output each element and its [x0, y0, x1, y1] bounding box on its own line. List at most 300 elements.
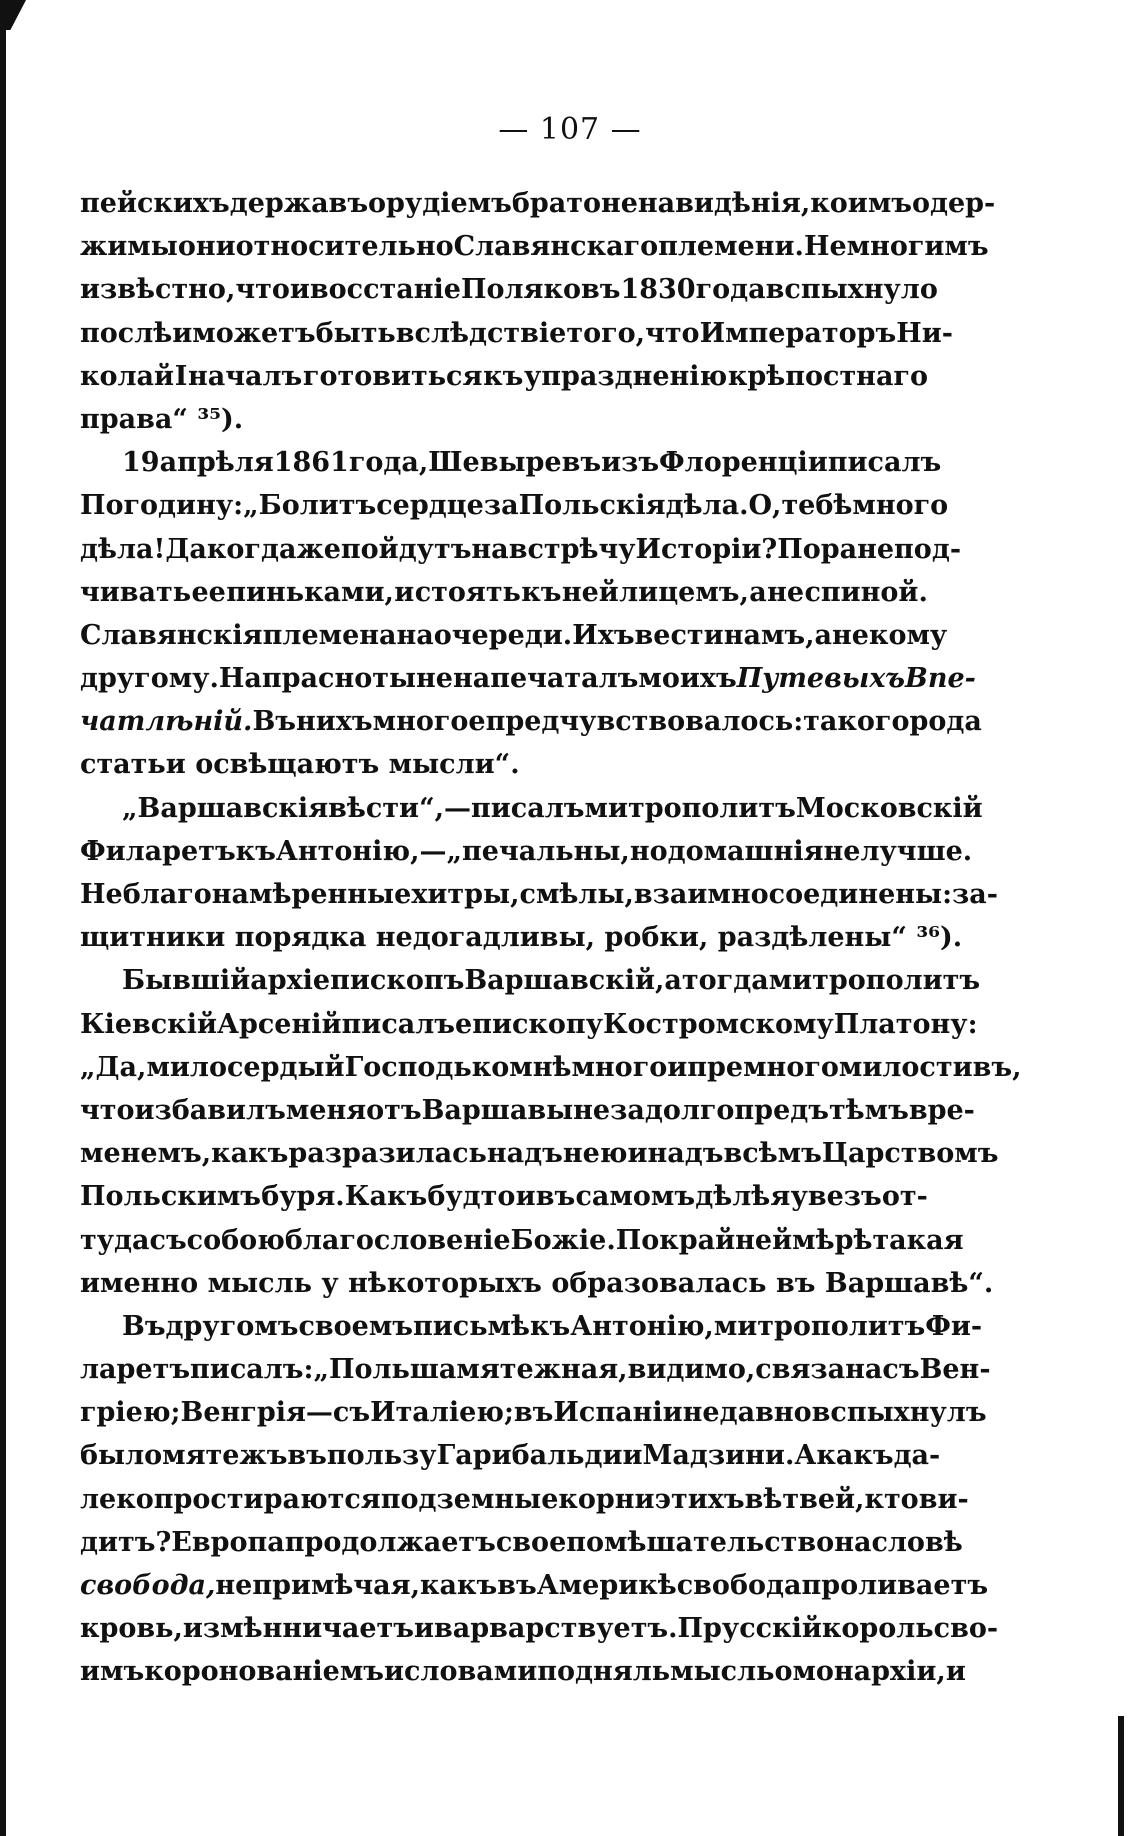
word: а	[814, 619, 833, 651]
word: готовиться	[302, 360, 483, 392]
text-line	[80, 571, 928, 614]
word: и	[622, 1440, 643, 1472]
word: сво-	[933, 1613, 999, 1645]
word: Флоренціи	[659, 447, 828, 479]
word: Европа	[171, 1526, 285, 1558]
word: Въ	[252, 706, 296, 738]
word: предъ	[734, 1094, 829, 1126]
word: въ	[535, 1181, 576, 1213]
text-line	[80, 787, 983, 830]
word: всѣмъ	[723, 1138, 822, 1170]
word: они	[177, 231, 236, 263]
text-line	[80, 1521, 963, 1564]
word: архіепископъ	[250, 965, 465, 997]
word: вспыхнуло	[765, 274, 938, 306]
word: 19	[122, 447, 160, 479]
word: Кіевскій	[80, 1008, 217, 1040]
word: подземные	[380, 1483, 559, 1515]
word: Фи-	[925, 1310, 983, 1342]
word: началъ	[188, 360, 303, 392]
text-line	[80, 528, 962, 571]
word: братоненавидѣнія,	[511, 188, 811, 219]
word: крайней	[659, 1224, 793, 1256]
word: упраздненію	[523, 360, 728, 392]
word: къ	[235, 835, 276, 867]
word: Исторіи?	[635, 533, 778, 565]
scan-bottom-right-mark	[1118, 1716, 1124, 1836]
word: кому	[868, 619, 948, 651]
word: раздѣлены“	[717, 922, 907, 954]
word: словѣ	[871, 1526, 963, 1558]
word: а	[749, 576, 767, 608]
word: пейскихъ	[80, 188, 230, 219]
word: послѣ	[80, 317, 173, 349]
word: порядка	[234, 922, 367, 954]
word: домашнія	[667, 835, 824, 867]
text-line	[80, 1607, 999, 1650]
word: Италіею;	[370, 1397, 514, 1429]
word: Поляковъ	[460, 274, 621, 306]
word: варварствуетъ.	[434, 1613, 678, 1645]
word: продолжаетъ	[284, 1526, 496, 1558]
word: Арсеній	[216, 1008, 342, 1040]
word: Да	[165, 533, 207, 565]
word: Императоръ	[699, 317, 897, 349]
word: намъ,	[723, 619, 815, 651]
word: относительно	[235, 231, 454, 263]
word: Гарибальди	[436, 1440, 623, 1472]
word: кто	[864, 1483, 919, 1515]
word: чатлѣній.	[80, 706, 253, 738]
word: не	[832, 619, 869, 651]
word: пиньками,	[226, 576, 394, 608]
word: моихъ	[638, 663, 737, 695]
word: разразилась	[288, 1138, 487, 1170]
word: очереди.	[433, 619, 573, 651]
word: свое	[495, 1526, 567, 1558]
word: въ	[775, 1267, 816, 1299]
word: „Да,	[80, 1051, 147, 1083]
page-number: — 107 —	[498, 112, 642, 147]
word: не	[823, 835, 861, 867]
scan-left-edge	[0, 0, 6, 1836]
word: Неблагонамѣренные	[80, 879, 412, 910]
word: тебѣ	[781, 490, 853, 522]
word: такая	[872, 1224, 964, 1256]
word: нихъ	[296, 706, 373, 738]
word: ты	[372, 663, 417, 695]
word: въ	[287, 1440, 327, 1472]
text-line	[80, 1219, 964, 1262]
word: благословеніе	[284, 1224, 511, 1256]
text-line	[80, 225, 989, 268]
text-line	[80, 1650, 966, 1693]
word: и	[667, 1051, 688, 1083]
text-line	[80, 268, 938, 311]
text-line	[80, 700, 982, 743]
word: орудіемъ	[368, 188, 512, 219]
word: Славянскаго	[453, 231, 659, 263]
word: писалъ	[341, 1008, 456, 1040]
body-text	[80, 182, 1022, 1694]
text-line	[80, 916, 963, 959]
word: По	[615, 1224, 660, 1256]
word: права“	[80, 403, 188, 435]
word: Шевыревъ	[428, 447, 602, 479]
word: незадолго	[573, 1094, 735, 1126]
word: связана	[755, 1354, 883, 1386]
word: да-	[893, 1440, 941, 1472]
word: отъ	[366, 1094, 422, 1126]
word: образовалась	[551, 1267, 767, 1299]
word: митрополитъ	[713, 1310, 926, 1342]
word: Божіе.	[510, 1224, 616, 1256]
word: Варшавы	[421, 1094, 574, 1126]
word: Варшавскій,	[464, 965, 665, 997]
word: державъ	[229, 188, 369, 219]
word: и	[627, 1138, 648, 1170]
word: и	[945, 1656, 966, 1688]
word: такого	[803, 706, 910, 738]
word: въ	[513, 1397, 554, 1429]
word: свобода	[676, 1570, 802, 1601]
word: пойдутъ	[340, 533, 472, 565]
word: взаимно	[633, 879, 769, 910]
word: недавно	[682, 1397, 812, 1429]
word: извѣстно,	[80, 274, 236, 306]
word: увезъ	[790, 1181, 882, 1213]
text-line	[80, 743, 928, 786]
word: и	[384, 1656, 405, 1688]
word: другому.	[80, 663, 219, 695]
word: Испаніи	[553, 1397, 683, 1429]
word: король	[821, 1613, 934, 1645]
word: коронованіемъ	[144, 1656, 384, 1688]
text-line	[80, 1003, 978, 1046]
word: быть	[315, 317, 396, 349]
word: рода	[909, 706, 982, 738]
word: а	[664, 965, 682, 997]
text-line	[80, 657, 976, 700]
word: вести	[634, 619, 724, 651]
word: одер-	[911, 188, 996, 219]
text-line	[80, 182, 996, 225]
text-line	[80, 830, 973, 873]
word: Какъ	[344, 1181, 428, 1213]
word: что	[645, 317, 700, 349]
word: пользу	[326, 1440, 437, 1472]
word: гріею;	[80, 1397, 181, 1429]
word: туда	[80, 1224, 150, 1256]
word: щитники	[80, 922, 226, 954]
text-line	[80, 1046, 1022, 1089]
word: многое	[372, 706, 486, 738]
word: „Польша	[313, 1354, 457, 1386]
word: дѣла.	[665, 490, 749, 522]
word: Напрасно	[218, 663, 373, 695]
word: Платону:	[833, 1008, 978, 1040]
word: на	[471, 533, 509, 565]
word: много	[852, 490, 949, 522]
word: встрѣчу	[508, 533, 636, 565]
word: надъ	[486, 1138, 563, 1170]
word: леко	[80, 1483, 154, 1515]
word: хитры,	[411, 879, 520, 910]
word: Вен-	[919, 1354, 991, 1386]
word: и	[515, 1181, 536, 1213]
word: того,	[566, 317, 646, 349]
word: изъ	[601, 447, 660, 479]
word: Впе-	[905, 663, 976, 695]
word: надъ	[647, 1138, 724, 1170]
word: Пора	[777, 533, 858, 565]
word: митрополитъ	[768, 965, 981, 997]
word: кровь,	[80, 1613, 183, 1645]
word: сердце	[376, 490, 484, 522]
text-line	[80, 1391, 987, 1434]
word: примѣчая,	[252, 1570, 421, 1601]
word: ларетъ	[80, 1354, 191, 1386]
word: не	[416, 663, 453, 695]
word: имъ	[80, 1656, 145, 1688]
word: съ	[882, 1354, 920, 1386]
word: мысль	[670, 1656, 775, 1688]
word: спиной.	[804, 576, 928, 608]
word: робки,	[604, 922, 709, 954]
word: крѣпостнаго	[727, 360, 928, 392]
word: самомъ	[575, 1181, 696, 1213]
word: Немногимъ	[803, 231, 989, 263]
word: статьи	[80, 749, 186, 781]
word: Московскій	[795, 792, 983, 824]
word: Погодину:	[80, 490, 244, 522]
word: что	[80, 1094, 135, 1126]
word: о	[774, 1656, 793, 1688]
word: словами	[404, 1656, 538, 1688]
word: мысли“.	[388, 749, 520, 781]
word: под-	[894, 533, 962, 565]
word: можетъ	[192, 317, 316, 349]
word: Польскимъ	[80, 1181, 261, 1213]
word: своемъ	[298, 1310, 413, 1342]
text-line	[80, 1434, 941, 1477]
text-line	[80, 1132, 999, 1175]
word: къ	[521, 576, 562, 608]
word: нѣкоторыхъ	[348, 1267, 542, 1299]
word: лучше.	[860, 835, 973, 867]
word: и	[172, 317, 193, 349]
word: за	[483, 490, 519, 522]
word: было	[80, 1440, 163, 1472]
text-line	[80, 441, 942, 484]
word: мнѣ	[509, 1051, 572, 1083]
word: тѣмъ	[828, 1094, 909, 1126]
word: Ихъ	[572, 619, 635, 651]
text-line	[80, 873, 998, 916]
word: будто	[427, 1181, 516, 1213]
text-line	[80, 1564, 989, 1607]
word: смѣлы,	[519, 879, 634, 910]
word: видимо,	[627, 1354, 756, 1386]
word: къ	[483, 360, 524, 392]
word: нею	[562, 1138, 628, 1170]
word: ее	[191, 576, 226, 608]
word: „Варшавскія	[122, 792, 329, 824]
word: дитъ?	[80, 1526, 172, 1558]
word: не	[857, 533, 895, 565]
word: измѣнничаетъ	[182, 1613, 414, 1645]
word: писалъ:	[190, 1354, 314, 1386]
word: жимы	[80, 231, 178, 263]
word: къ	[530, 1310, 571, 1342]
word: ви-	[918, 1483, 969, 1515]
word: вслѣдствіе	[395, 317, 567, 349]
word: вѣтвей,	[744, 1483, 865, 1515]
word: О,	[748, 490, 782, 522]
word: колай	[80, 360, 175, 392]
word: собою	[186, 1224, 285, 1256]
word: въ	[497, 1570, 537, 1601]
word: племена	[262, 619, 397, 651]
word: буря.	[261, 1181, 345, 1213]
word: чивать	[80, 576, 192, 608]
text-line	[80, 614, 948, 657]
word: Антонію,	[570, 1310, 714, 1342]
word: вспыхнулъ	[811, 1397, 987, 1429]
word: Польскія	[518, 490, 666, 522]
word: тогда	[681, 965, 769, 997]
word: премного	[687, 1051, 839, 1083]
word: корни	[558, 1483, 655, 1515]
word: меня	[285, 1094, 367, 1126]
word: на	[834, 1526, 872, 1558]
word: ³⁵).	[197, 403, 244, 435]
word: года	[695, 274, 766, 306]
word: на	[396, 619, 434, 651]
word: стоять	[414, 576, 521, 608]
word: же	[296, 533, 341, 565]
word: дѣла!	[80, 533, 166, 565]
text-line	[80, 1348, 991, 1391]
word: я	[770, 1181, 791, 1213]
word: писалъ	[827, 447, 942, 479]
word: именно	[80, 1267, 199, 1299]
word: много	[571, 1051, 668, 1083]
word: Костромскому	[602, 1008, 834, 1040]
word: не	[215, 1570, 253, 1601]
word: „Болитъ	[243, 490, 377, 522]
word: и	[394, 576, 415, 608]
word: лицемъ,	[619, 576, 749, 608]
word: милостивъ,	[838, 1051, 1022, 1083]
word: мысль	[207, 1267, 312, 1299]
word: года,	[348, 447, 429, 479]
text-line	[80, 1305, 983, 1348]
word: письмѣ	[413, 1310, 530, 1342]
word: 1861	[273, 447, 349, 479]
word: этихъ	[654, 1483, 745, 1515]
word: избавилъ	[134, 1094, 286, 1126]
word: напечаталъ	[452, 663, 639, 695]
word: дѣлѣ	[695, 1181, 771, 1213]
word: Путевыхъ	[736, 663, 906, 695]
word: съ	[149, 1224, 187, 1256]
word: Царствомъ	[821, 1138, 999, 1170]
word: не	[767, 576, 805, 608]
word: Господь	[344, 1051, 472, 1083]
word: у	[321, 1267, 339, 1299]
word: освѣщаютъ	[195, 749, 380, 781]
word: и	[414, 1613, 435, 1645]
word: недогадливы,	[375, 922, 596, 954]
word: проливаетъ	[801, 1570, 989, 1601]
word: предчувствовалось:	[485, 706, 804, 738]
word: апрѣля	[159, 447, 274, 479]
word: от-	[881, 1181, 928, 1213]
word: племени.	[658, 231, 804, 263]
word: мятежъ	[162, 1440, 288, 1472]
word: Мадзини.	[642, 1440, 795, 1472]
word: I	[174, 360, 188, 392]
word: ней	[561, 576, 619, 608]
word: Америкѣ	[536, 1570, 677, 1601]
word: подняль	[537, 1656, 671, 1688]
word: милосердый	[146, 1051, 345, 1083]
word: какъ	[211, 1138, 289, 1170]
word: Антонію,—„печальны,	[275, 835, 630, 867]
word: менемъ,	[80, 1138, 212, 1170]
word: Варшавѣ“.	[824, 1267, 994, 1299]
word: мѣрѣ	[792, 1224, 873, 1256]
word: какъ	[420, 1570, 498, 1601]
word: что	[235, 274, 290, 306]
word: коимъ	[810, 188, 912, 219]
word: и	[289, 274, 310, 306]
word: помѣшательство	[566, 1526, 835, 1558]
word: ко	[471, 1051, 510, 1083]
text-line	[80, 355, 928, 398]
word: простираются	[153, 1483, 381, 1515]
word: Славянскія	[80, 619, 263, 651]
word: вѣсти“,—писалъ	[328, 792, 585, 824]
text-line	[80, 1089, 975, 1132]
word: Филаретъ	[80, 835, 236, 867]
word: но	[629, 835, 668, 867]
text-line	[80, 312, 953, 355]
word: Ни-	[896, 317, 953, 349]
word: А	[794, 1440, 817, 1472]
word: мятежная,	[456, 1354, 628, 1386]
word: 1830	[620, 274, 696, 306]
word: Прусскій	[677, 1613, 822, 1645]
word: монархіи,	[792, 1656, 946, 1688]
text-line	[80, 398, 928, 441]
word: соединены:	[768, 879, 953, 910]
word: Бывшій	[122, 965, 251, 997]
word: свобода,	[80, 1570, 216, 1601]
text-line	[80, 484, 949, 527]
word: ³⁶).	[916, 922, 963, 954]
word: Венгрія—съ	[180, 1397, 371, 1429]
word: вре-	[908, 1094, 975, 1126]
word: епископу	[455, 1008, 603, 1040]
word: Въ	[122, 1310, 166, 1342]
word: когда	[206, 533, 297, 565]
word: восстаніе	[309, 274, 461, 306]
word: за-	[952, 879, 998, 910]
text-line	[80, 1262, 994, 1305]
word: другомъ	[165, 1310, 299, 1342]
